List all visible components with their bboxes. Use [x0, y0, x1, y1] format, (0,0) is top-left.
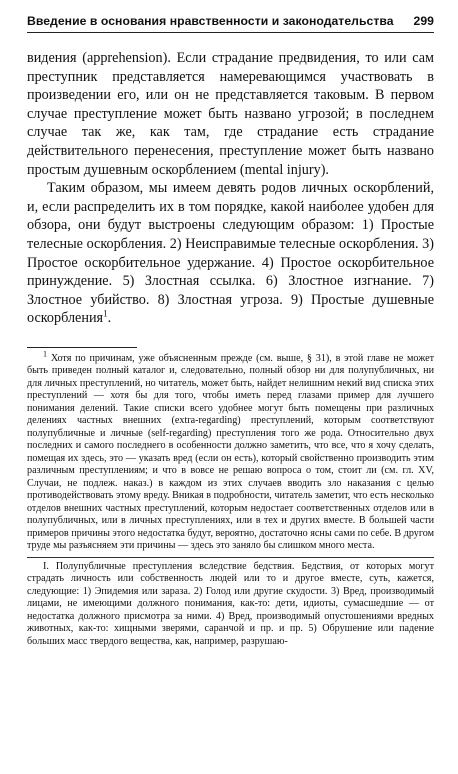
main-text	[27, 49, 434, 328]
paragraph-text: Таким образом, мы имеем девять родов личных оскорблений, и, если распределить их в том порядке, какой наиболее удобен для обзора, они будут выстроены следующим образом: 1) Простые телесные оскорбления. 2) Неисправимые телесные оскорбления. 3) Простое оскорбительное удержание. 4) Простое оскорбительное принуждение. 5) Злостная ссылка. 6) Злостное изгнание. 7) Злостное убийство. 8) Злостная угроза. 9) Простые душевные оскорбления	[27, 180, 434, 327]
page-number: 299	[413, 14, 434, 28]
footnote-mark: 1	[43, 349, 47, 359]
footnote-paragraph	[27, 561, 434, 649]
footnote-block	[27, 349, 435, 649]
footnote-divider	[27, 347, 137, 348]
footnote-text: I. Полупубличные преступления вследствие бедствия. Бедствия, от которых могут страдать личность или собственность людей или то и другое вместе, суть, кажется, следующие: 1) Эпидемия или зараза. 2) Голод или другие скудости. 3) Вред, производимый лицами, не имеющими должного понимания, как-то: дети, идиоты, сумасшедшие — от недостатка должного присмотра за ними. 4) Вред, производимый опустошениями вредных животных, как-то: хищными зверями, саранчой и пр. и пр. 5) Обрушение или падение больших масс твердого вещества, как, например, разрушаю-	[27, 560, 434, 647]
book-page	[27, 14, 434, 648]
footnote-text: Хотя по причинам, уже объясненным прежде (см. выше, § 31), в этой главе не может быть приведен полный каталог и, следовательно, полный обзор ни для полупубличных, ни для личных преступлений, но читатель, может быть, найдет нелишним некий вид списка этих преступлений — хотя бы для того, чтобы иметь перед глазами пример для лучшего понимания делений. Такие списки всего удобнее могут быть помещены при различных делениях частных внешних (extra-regarding) преступлений, которым соответствуют полупубличные и личные (self-regarding) преступления того же рода. Относительно двух последних и самого последнего в особенности должно заметить, что все, что я хочу сделать, помещая их здесь, это — указать вред (если он есть), который свойственно производить этим различным преступлениям; и что в вовсе не решаю вопроса о том, стоит ли (см. гл. XV, Случаи, не подлеж. наказ.) в каждом из этих случаев вводить зло наказания с целью противодействовать этому вреду. Вникая в подробности, читатель заметит, что есть несколько отделов внешних частных преступлений, которым недостает соответственных отделов или в полупубличных, или в личных преступлениях, или в тех и других вместе. В большей части примеров причины этого недостатка будут, вероятно, достаточно ясны сами по себе. В другом труде мы разъясняем эти причины — здесь это заняло бы слишком много места.	[27, 352, 435, 552]
paragraph-text: видения (apprehension). Если страдание предвидения, то или сам преступник представляется намеревающимся участвовать в произведении его, или он не представляется таковым. В первом случае преступление может быть названо угрозой; в последнем случае так же, как там, где страдание есть страдание действительного перенесения, преступление может быть названо простым душевным оскорблением (mental injury).	[27, 50, 434, 178]
running-head-title: Введение в основания нравственности и законодательства	[27, 14, 394, 28]
paragraph-end-period: .	[107, 310, 112, 327]
running-head	[27, 14, 434, 33]
body-paragraph	[27, 49, 434, 179]
footnote-reference[interactable]: 1	[103, 308, 108, 319]
footnote-separator	[27, 557, 434, 558]
body-paragraph	[27, 179, 434, 328]
footnote-paragraph	[27, 349, 435, 553]
